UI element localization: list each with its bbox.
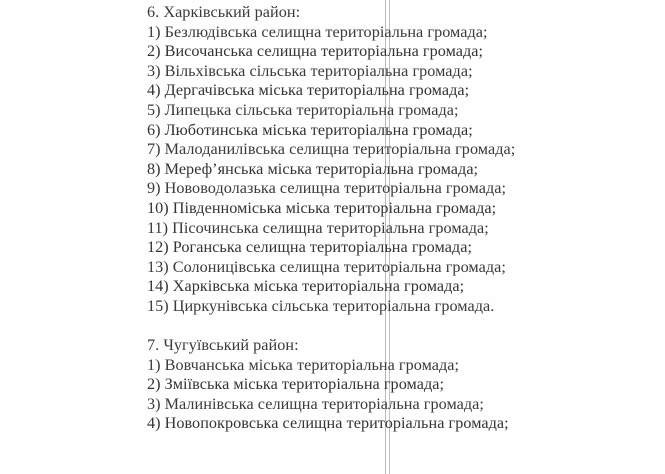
list-item: 4) Дергачівська міська територіальна громада; [147, 81, 470, 100]
list-item: 1) Вовчанська міська територіальна громада; [147, 355, 460, 374]
district-chuhuiv [147, 336, 515, 434]
list-item: 4) Новопокровська селищна територіальна громада; [147, 414, 509, 433]
list-item: 3) Малинівська селищна територіальна громада; [147, 394, 484, 413]
list-item: 2) Зміївська міська територіальна громада; [147, 375, 445, 394]
list-item: 12) Роганська селищна територіальна громада; [147, 238, 472, 257]
list-item: 15) Циркунівська сільська територіальна громада. [147, 296, 495, 315]
list-item: 2) Височанська селищна територіальна громада; [147, 42, 484, 61]
list-item: 6) Люботинська міська територіальна громада; [147, 120, 473, 139]
list-item: 9) Нововодолазька селищна територіальна громада; [147, 179, 507, 198]
list-item: 5) Липецька сільська територіальна громада; [147, 100, 459, 119]
district-kharkiv [147, 3, 515, 317]
list-item: 1) Безлюдівська селищна територіальна громада; [147, 22, 488, 41]
list-item: 13) Солоницівська селищна територіальна громада; [147, 257, 506, 276]
district-title: 6. Харківський район: [147, 3, 301, 21]
list-item: 11) Пісочинська селищна територіальна громада; [147, 218, 489, 237]
list-item: 14) Харківська міська територіальна громада; [147, 277, 465, 296]
list-item: 7) Малоданилівська селищна територіальна громада; [147, 140, 516, 159]
list-item: 10) Південноміська міська територіальна громада; [147, 198, 497, 217]
list-item: 8) Мереф’янська міська територіальна громада; [147, 159, 479, 178]
document-text [147, 3, 515, 434]
list-item: 3) Вільхівська сільська територіальна громада; [147, 61, 473, 80]
district-title: 7. Чугуївський район: [147, 336, 299, 355]
